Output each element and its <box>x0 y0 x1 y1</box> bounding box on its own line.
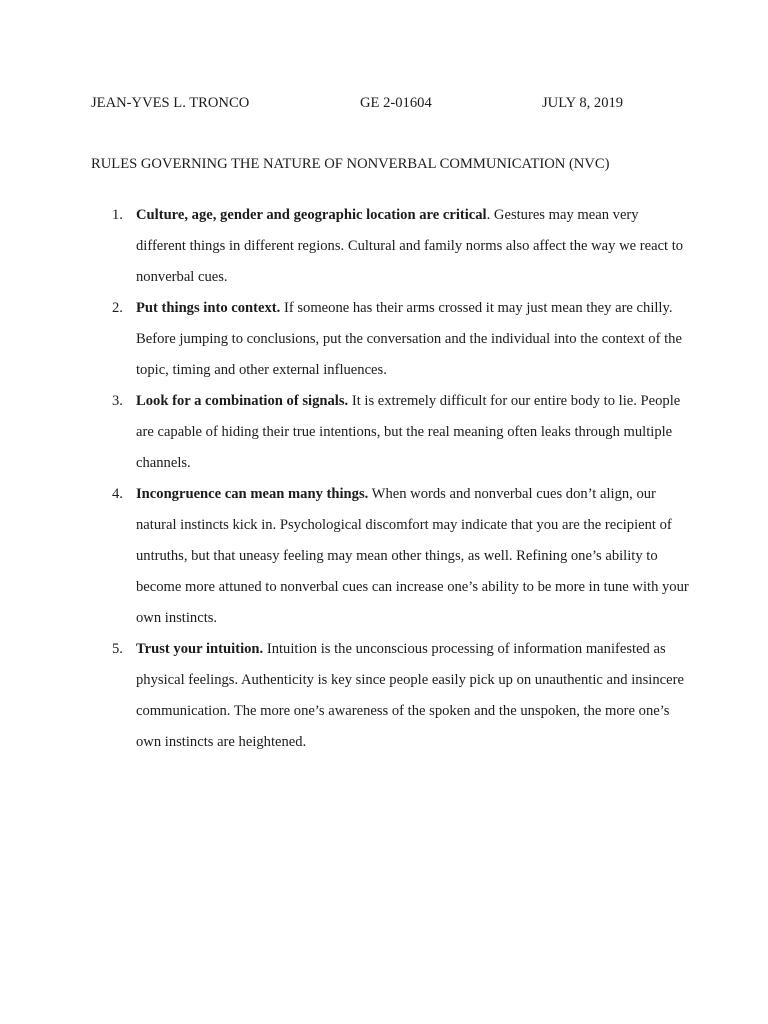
rule-text <box>136 634 691 758</box>
rule-text <box>136 386 691 479</box>
rule-heading: Look for a combination of signals. <box>136 393 349 409</box>
rule-heading: Put things into context. <box>136 300 281 316</box>
rule-text <box>136 479 691 634</box>
rule-heading: Trust your intuition. <box>136 641 264 657</box>
rule-number: 3. <box>112 393 123 409</box>
rule-item <box>91 293 691 386</box>
rule-text <box>136 200 691 293</box>
rule-item <box>91 200 691 293</box>
rule-text <box>136 293 691 386</box>
rule-item <box>91 479 691 634</box>
rule-number: 4. <box>112 486 123 502</box>
rule-item <box>91 386 691 479</box>
rule-item <box>91 634 691 758</box>
rule-body: It is extremely difficult for our entire body to lie. People are capable of hiding their true intentions, but the real meaning often leaks through multiple channels. <box>136 393 681 471</box>
course-code: GE 2-01604 <box>360 95 432 111</box>
document-header <box>91 93 651 113</box>
rule-heading: Culture, age, gender and geographic location are critical <box>136 207 487 223</box>
rule-number: 1. <box>112 207 123 223</box>
document-date: JULY 8, 2019 <box>542 95 624 111</box>
rule-heading: Incongruence can mean many things. <box>136 486 369 502</box>
author-name: JEAN-YVES L. TRONCO <box>91 95 250 111</box>
rule-body: . Gestures may mean very different things in different regions. Cultural and family norms also affect the way we react to nonverbal cues. <box>136 207 684 285</box>
rule-body: If someone has their arms crossed it may just mean they are chilly. Before jumping to conclusions, put the conversation and the individual into the context of the topic, timing and other external influences. <box>136 300 682 378</box>
rules-list <box>91 200 691 758</box>
rule-body: Intuition is the unconscious processing of information manifested as physical feelings. Authenticity is key since people easily pick up on unauthentic and insincere communication. The more one’s awareness of the spoken and the unspoken, the more one’s own instincts are heightened. <box>136 641 684 750</box>
document-title: RULES GOVERNING THE NATURE OF NONVERBAL COMMUNICATION (NVC) <box>91 156 610 172</box>
rule-number: 5. <box>112 641 123 657</box>
rule-body: When words and nonverbal cues don’t align, our natural instincts kick in. Psychological discomfort may indicate that you are the recipient of untruths, but that uneasy feeling may mean other things, as well. Refining one’s ability to become more attuned to nonverbal cues can increase one’s ability to be more in tune with your own instincts. <box>136 486 689 626</box>
rule-number: 2. <box>112 300 123 316</box>
